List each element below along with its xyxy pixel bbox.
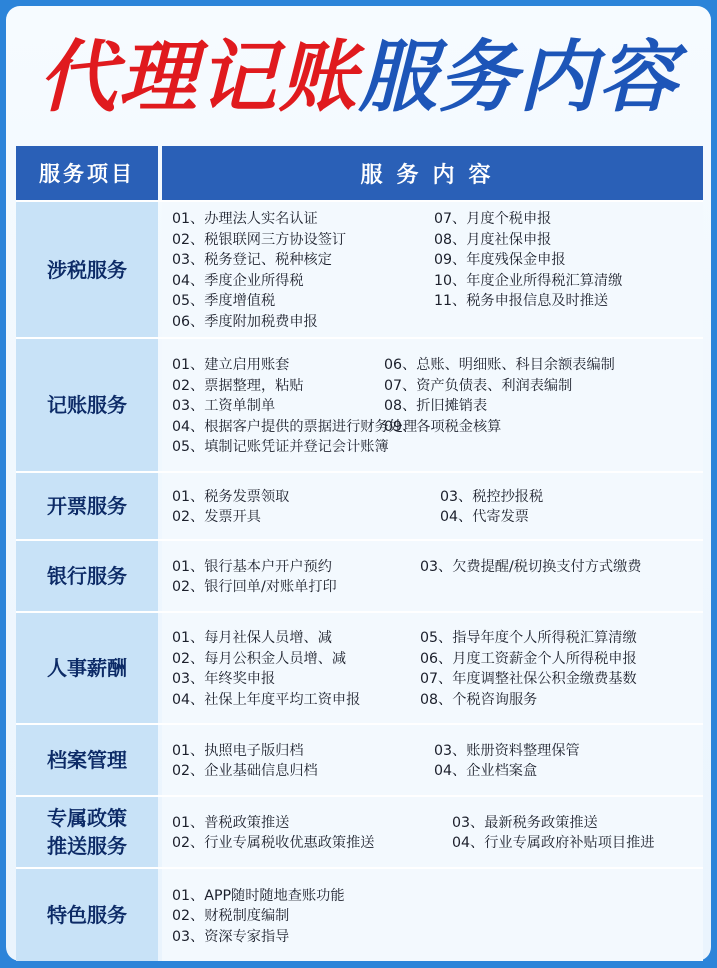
service-item-text: 02、发票开具 [172, 509, 261, 526]
list-item [172, 760, 703, 781]
service-item-text: 08、个税咨询服务 [420, 691, 538, 708]
cat-tax [16, 202, 158, 337]
service-item-text: 02、税银联网三方协设签订 [172, 231, 347, 248]
service-item-text: 08、月度社保申报 [434, 231, 552, 248]
category-label: 档案管理 [47, 748, 127, 772]
list-item [172, 648, 703, 669]
list-item [172, 374, 703, 395]
cat-bank [16, 541, 158, 611]
category-label: 记账服务 [47, 393, 127, 417]
service-item-text: 03、最新税务政策推送 [452, 814, 598, 831]
service-item-text: 07、年度调整社保公积金缴费基数 [420, 671, 637, 688]
category-label: 人事薪酬 [47, 656, 127, 680]
list-item [172, 668, 703, 689]
service-item-text: 06、总账、明细账、科目余额表编制 [384, 357, 615, 373]
service-table [16, 146, 703, 959]
list-item [172, 556, 703, 577]
list-item [172, 249, 703, 270]
service-item-text: 04、根据客户提供的票据进行财务处理 [172, 418, 418, 435]
cat-invoice [16, 473, 158, 539]
category-label-line: 推送服务 [47, 834, 127, 858]
service-item-text: 05、填制记账凭证并登记会计账簿 [172, 439, 389, 455]
service-item-text: 01、执照电子版归档 [172, 742, 304, 759]
service-item-text: 02、票据整理，粘贴 [172, 377, 304, 394]
table-row [16, 539, 703, 611]
category-label [47, 804, 127, 860]
service-item-text: 09、各项税金核算 [384, 418, 502, 435]
category-label-line: 专属政策 [47, 806, 127, 830]
service-item-text: 04、社保上年度平均工资申报 [172, 691, 361, 708]
service-item-text: 02、每月公积金人员增、减 [172, 650, 347, 667]
list-item [172, 229, 703, 250]
service-item-text: 04、季度企业所得税 [172, 272, 304, 289]
service-items [162, 202, 703, 337]
category-label: 特色服务 [47, 903, 127, 927]
service-item-text: 05、季度增值税 [172, 293, 276, 310]
service-items [162, 613, 703, 723]
table-body [16, 200, 703, 961]
header-service-content: 服务内容 [162, 146, 703, 200]
table-row [16, 200, 703, 337]
service-item-text: 01、每月社保人员增、减 [172, 630, 332, 647]
list-item [172, 415, 703, 436]
service-item-text: 01、银行基本户开户预约 [172, 558, 332, 575]
service-item-text: 10、年度企业所得税汇算清缴 [434, 272, 623, 289]
service-item-text: 03、税务登记、税种核定 [172, 252, 332, 269]
list-item [172, 740, 703, 761]
list-item [172, 925, 703, 946]
header-service-item: 服务项目 [16, 146, 158, 200]
list-item [172, 884, 703, 905]
list-item [172, 436, 703, 457]
title-part1: 代理记账 [38, 33, 359, 123]
service-item-text: 07、资产负债表、利润表编制 [384, 377, 573, 394]
service-item-text: 07、月度个税申报 [434, 211, 552, 228]
service-item-text: 01、建立启用账套 [172, 357, 290, 373]
service-item-text: 03、年终奖申报 [172, 671, 276, 688]
service-items [162, 541, 703, 611]
service-item-text: 05、指导年度个人所得税汇算清缴 [420, 630, 637, 647]
table-row [16, 723, 703, 795]
service-item-text: 02、银行回单/对账单打印 [172, 579, 337, 596]
table-row [16, 795, 703, 867]
service-item-text: 01、税务发票领取 [172, 488, 290, 505]
service-item-text: 03、工资单制单 [172, 398, 276, 414]
table-row [16, 471, 703, 539]
service-item-text: 08、折旧摊销表 [384, 398, 488, 414]
list-item [172, 208, 703, 229]
service-items [162, 339, 703, 471]
category-label: 银行服务 [47, 564, 127, 588]
service-item-text: 01、办理法人实名认证 [172, 211, 318, 228]
title-part2: 服务内容 [358, 33, 679, 123]
cat-hr [16, 613, 158, 723]
table-header [16, 146, 703, 200]
list-item [172, 395, 703, 416]
list-item [172, 506, 703, 527]
list-item [172, 354, 703, 375]
service-items [162, 797, 703, 867]
service-item-text: 04、行业专属政府补贴项目推进 [452, 835, 655, 852]
service-item-text: 03、资深专家指导 [172, 928, 290, 945]
service-item-text: 03、账册资料整理保管 [434, 742, 580, 759]
list-item [172, 832, 703, 853]
list-item [172, 812, 703, 833]
service-item-text: 09、年度残保金申报 [434, 252, 566, 269]
service-item-text: 06、季度附加税费申报 [172, 313, 318, 330]
service-item-text: 02、行业专属税收优惠政策推送 [172, 835, 375, 852]
service-item-text: 02、财税制度编制 [172, 908, 290, 924]
service-item-text: 01、APP随时随地查账功能 [172, 887, 345, 904]
category-label: 开票服务 [47, 494, 127, 518]
service-item-text: 04、代寄发票 [440, 509, 529, 526]
service-item-text: 02、企业基础信息归档 [172, 763, 318, 780]
service-items [162, 725, 703, 795]
service-item-text: 06、月度工资薪金个人所得税申报 [420, 650, 637, 667]
poster [6, 6, 711, 961]
service-item-text: 11、税务申报信息及时推送 [434, 293, 609, 310]
service-items [162, 869, 703, 961]
service-item-text: 03、税控抄报税 [440, 488, 544, 505]
list-item [172, 311, 703, 332]
list-item [172, 290, 703, 311]
category-label: 涉税服务 [47, 257, 127, 282]
cat-policy [16, 797, 158, 867]
service-item-text: 04、企业档案盒 [434, 763, 538, 780]
service-item-text: 03、欠费提醒/税切换支付方式缴费 [420, 558, 642, 575]
service-item-text: 01、普税政策推送 [172, 814, 290, 831]
list-item [172, 576, 703, 597]
cat-archive [16, 725, 158, 795]
service-items [162, 473, 703, 539]
list-item [172, 270, 703, 291]
list-item [172, 905, 703, 926]
list-item [172, 627, 703, 648]
cat-bookkeeping [16, 339, 158, 471]
cat-special [16, 869, 158, 961]
list-item [172, 689, 703, 710]
page-title [6, 28, 711, 128]
list-item [172, 486, 703, 507]
table-row [16, 867, 703, 961]
table-row [16, 611, 703, 723]
table-row [16, 337, 703, 471]
